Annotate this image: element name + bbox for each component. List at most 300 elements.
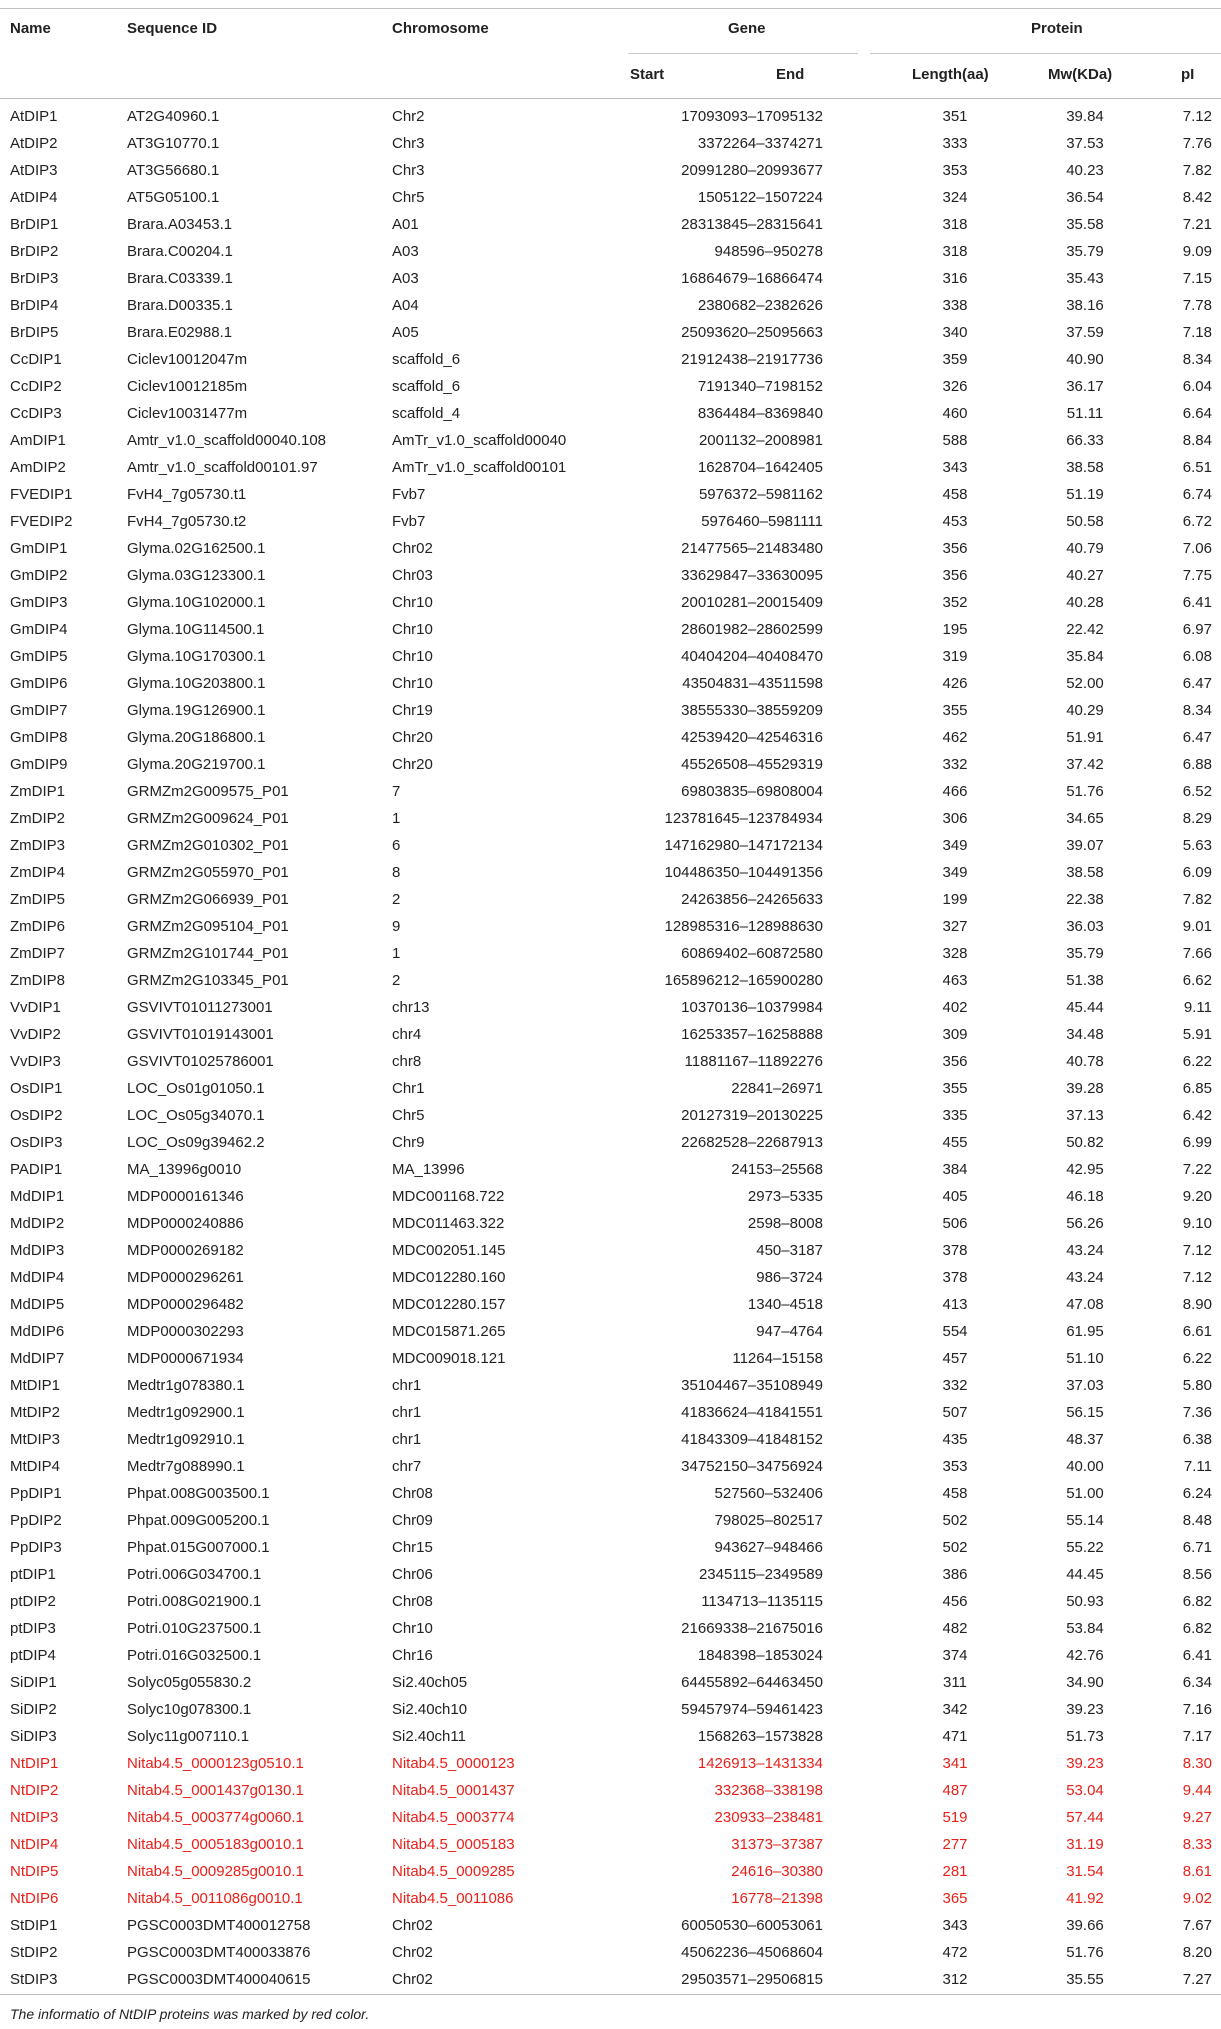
header-protein: Protein <box>1031 20 1083 37</box>
cell-length: 482 <box>942 1620 968 1637</box>
cell-sequence-id: Medtr1g078380.1 <box>127 1377 245 1394</box>
cell-gene-range: 60869402–60872580 <box>681 945 823 962</box>
table-row <box>0 1345 1221 1372</box>
table-row <box>0 319 1221 346</box>
cell-mw: 52.00 <box>1066 675 1104 692</box>
cell-chromosome: chr8 <box>392 1053 422 1070</box>
cell-mw: 61.95 <box>1066 1323 1104 1340</box>
cell-mw: 66.33 <box>1066 432 1104 449</box>
cell-mw: 36.03 <box>1066 918 1104 935</box>
table-row <box>0 643 1221 670</box>
cell-sequence-id: Medtr7g088990.1 <box>127 1458 245 1475</box>
cell-mw: 51.91 <box>1066 729 1104 746</box>
cell-gene-range: 24263856–24265633 <box>681 891 823 908</box>
cell-chromosome: Chr08 <box>392 1593 433 1610</box>
cell-gene-range: 20127319–20130225 <box>681 1107 823 1124</box>
table-row <box>0 1507 1221 1534</box>
cell-chromosome: MDC011463.322 <box>392 1215 505 1232</box>
cell-pi: 7.15 <box>1182 270 1212 287</box>
cell-pi: 9.11 <box>1183 999 1212 1016</box>
table-row <box>0 832 1221 859</box>
cell-mw: 40.78 <box>1066 1053 1104 1070</box>
cell-gene-range: 1426913–1431334 <box>697 1755 823 1772</box>
cell-pi: 8.48 <box>1182 1512 1212 1529</box>
cell-name: StDIP2 <box>10 1944 58 1961</box>
table-row <box>0 562 1221 589</box>
cell-gene-range: 147162980–147172134 <box>664 837 823 854</box>
table-row <box>0 1291 1221 1318</box>
cell-chromosome: Chr5 <box>392 189 425 206</box>
cell-name: StDIP1 <box>10 1917 58 1934</box>
cell-length: 338 <box>942 297 968 314</box>
cell-name: VvDIP3 <box>10 1053 61 1070</box>
cell-length: 281 <box>942 1863 968 1880</box>
cell-chromosome: AmTr_v1.0_scaffold00040 <box>392 432 567 449</box>
cell-pi: 5.63 <box>1182 837 1212 854</box>
cell-chromosome: A03 <box>392 270 419 287</box>
cell-name: StDIP3 <box>10 1971 58 1988</box>
cell-chromosome: Chr10 <box>392 594 433 611</box>
table-row <box>0 1912 1221 1939</box>
table-row <box>0 670 1221 697</box>
cell-sequence-id: Potri.006G034700.1 <box>127 1566 262 1583</box>
cell-chromosome: MDC001168.722 <box>392 1188 505 1205</box>
cell-length: 306 <box>942 810 968 827</box>
cell-name: ZmDIP5 <box>10 891 66 908</box>
cell-gene-range: 16253357–16258888 <box>681 1026 823 1043</box>
table-row <box>0 1696 1221 1723</box>
cell-length: 386 <box>942 1566 968 1583</box>
cell-sequence-id: GSVIVT01019143001 <box>127 1026 274 1043</box>
table-row <box>0 1426 1221 1453</box>
cell-chromosome: A05 <box>392 324 419 341</box>
cell-sequence-id: Brara.E02988.1 <box>127 324 233 341</box>
table-row <box>0 292 1221 319</box>
cell-pi: 8.33 <box>1182 1836 1212 1853</box>
table-row <box>0 265 1221 292</box>
cell-length: 319 <box>942 648 968 665</box>
cell-chromosome: Chr02 <box>392 540 433 557</box>
header-pi: pI <box>1181 66 1195 83</box>
cell-pi: 7.18 <box>1182 324 1212 341</box>
cell-gene-range: 41836624–41841551 <box>681 1404 823 1421</box>
cell-chromosome: MDC012280.157 <box>392 1296 506 1313</box>
cell-length: 349 <box>942 837 968 854</box>
cell-name: PpDIP1 <box>10 1485 62 1502</box>
table-row <box>0 1372 1221 1399</box>
cell-chromosome: Nitab4.5_0000123 <box>392 1755 515 1772</box>
cell-chromosome: Nitab4.5_0003774 <box>392 1809 515 1826</box>
cell-name: AmDIP2 <box>10 459 66 476</box>
cell-pi: 6.64 <box>1182 405 1212 422</box>
cell-pi: 7.22 <box>1182 1161 1212 1178</box>
cell-gene-range: 1848398–1853024 <box>697 1647 823 1664</box>
cell-mw: 51.10 <box>1066 1350 1104 1367</box>
cell-mw: 35.55 <box>1066 1971 1104 1988</box>
cell-chromosome: Nitab4.5_0005183 <box>392 1836 515 1853</box>
cell-pi: 5.91 <box>1182 1026 1212 1043</box>
table-row <box>0 1048 1221 1075</box>
cell-gene-range: 1568263–1573828 <box>697 1728 823 1745</box>
cell-length: 506 <box>942 1215 968 1232</box>
cell-length: 327 <box>942 918 968 935</box>
cell-chromosome: Chr02 <box>392 1944 433 1961</box>
cell-length: 312 <box>942 1971 968 1988</box>
cell-mw: 42.76 <box>1066 1647 1104 1664</box>
cell-chromosome: Chr20 <box>392 729 433 746</box>
table-row <box>0 697 1221 724</box>
cell-length: 453 <box>942 513 968 530</box>
cell-length: 353 <box>942 162 968 179</box>
cell-pi: 7.12 <box>1182 1269 1212 1286</box>
cell-gene-range: 2598–8008 <box>747 1215 823 1232</box>
cell-mw: 37.42 <box>1066 756 1104 773</box>
header-bottom-rule <box>0 98 1221 99</box>
cell-pi: 9.27 <box>1182 1809 1212 1826</box>
cell-name: BrDIP5 <box>10 324 59 341</box>
cell-gene-range: 11264–15158 <box>732 1350 823 1367</box>
cell-sequence-id: Nitab4.5_0001437g0130.1 <box>127 1782 304 1799</box>
cell-pi: 9.20 <box>1182 1188 1212 1205</box>
cell-pi: 7.27 <box>1182 1971 1212 1988</box>
table-row <box>0 940 1221 967</box>
header-chromosome: Chromosome <box>392 20 489 37</box>
cell-mw: 42.95 <box>1066 1161 1104 1178</box>
cell-name: MdDIP1 <box>10 1188 65 1205</box>
cell-length: 487 <box>942 1782 968 1799</box>
cell-gene-range: 43504831–43511598 <box>682 675 823 692</box>
cell-mw: 51.73 <box>1066 1728 1104 1745</box>
cell-gene-range: 33629847–33630095 <box>681 567 823 584</box>
cell-mw: 51.38 <box>1066 972 1104 989</box>
cell-sequence-id: MA_13996g0010 <box>127 1161 242 1178</box>
cell-mw: 51.11 <box>1066 405 1104 422</box>
cell-sequence-id: Ciclev10031477m <box>127 405 248 422</box>
cell-length: 355 <box>942 1080 968 1097</box>
cell-pi: 6.38 <box>1182 1431 1212 1448</box>
cell-length: 384 <box>942 1161 968 1178</box>
cell-name: AtDIP3 <box>10 162 58 179</box>
cell-mw: 48.37 <box>1066 1431 1104 1448</box>
table-row <box>0 184 1221 211</box>
cell-gene-range: 17093093–17095132 <box>681 108 823 125</box>
table-row <box>0 103 1221 130</box>
cell-pi: 8.90 <box>1182 1296 1212 1313</box>
table-row <box>0 1156 1221 1183</box>
cell-length: 343 <box>942 459 968 476</box>
cell-sequence-id: MDP0000296261 <box>127 1269 244 1286</box>
cell-mw: 38.58 <box>1066 459 1104 476</box>
cell-name: GmDIP4 <box>10 621 68 638</box>
cell-name: BrDIP1 <box>10 216 59 233</box>
cell-mw: 57.44 <box>1066 1809 1104 1826</box>
cell-mw: 46.18 <box>1066 1188 1104 1205</box>
cell-gene-range: 128985316–128988630 <box>664 918 823 935</box>
cell-name: AtDIP2 <box>10 135 58 152</box>
cell-chromosome: Nitab4.5_0009285 <box>392 1863 515 1880</box>
cell-gene-range: 21669338–21675016 <box>681 1620 823 1637</box>
cell-chromosome: Si2.40ch05 <box>392 1674 468 1691</box>
cell-gene-range: 943627–948466 <box>714 1539 823 1556</box>
cell-pi: 8.30 <box>1182 1755 1212 1772</box>
table-row <box>0 1858 1221 1885</box>
cell-length: 502 <box>942 1512 968 1529</box>
cell-name: MtDIP1 <box>10 1377 61 1394</box>
table-row <box>0 1723 1221 1750</box>
cell-name: GmDIP1 <box>10 540 68 557</box>
table-row <box>0 157 1221 184</box>
cell-sequence-id: AT3G56680.1 <box>127 162 220 179</box>
cell-sequence-id: GRMZm2G010302_P01 <box>127 837 289 854</box>
cell-sequence-id: Brara.A03453.1 <box>127 216 233 233</box>
cell-gene-range: 22841–26971 <box>731 1080 823 1097</box>
cell-mw: 37.13 <box>1066 1107 1104 1124</box>
cell-length: 472 <box>942 1944 968 1961</box>
cell-chromosome: MA_13996 <box>392 1161 465 1178</box>
cell-sequence-id: AT2G40960.1 <box>127 108 220 125</box>
cell-gene-range: 34752150–34756924 <box>681 1458 823 1475</box>
cell-sequence-id: FvH4_7g05730.t1 <box>127 486 247 503</box>
cell-pi: 6.51 <box>1182 459 1212 476</box>
cell-length: 332 <box>942 756 968 773</box>
cell-pi: 6.85 <box>1182 1080 1212 1097</box>
cell-mw: 39.23 <box>1066 1755 1104 1772</box>
cell-name: MdDIP6 <box>10 1323 65 1340</box>
cell-name: VvDIP1 <box>10 999 61 1016</box>
cell-mw: 35.58 <box>1066 216 1104 233</box>
cell-sequence-id: PGSC0003DMT400012758 <box>127 1917 311 1934</box>
cell-name: MtDIP2 <box>10 1404 61 1421</box>
cell-chromosome: A03 <box>392 243 419 260</box>
cell-pi: 7.12 <box>1182 108 1212 125</box>
table-row <box>0 1453 1221 1480</box>
cell-gene-range: 165896212–165900280 <box>664 972 823 989</box>
cell-pi: 7.78 <box>1182 297 1212 314</box>
cell-mw: 43.24 <box>1066 1242 1104 1259</box>
cell-chromosome: Chr09 <box>392 1512 433 1529</box>
table-row <box>0 616 1221 643</box>
cell-gene-range: 45526508–45529319 <box>681 756 823 773</box>
cell-sequence-id: Glyma.10G170300.1 <box>127 648 266 665</box>
cell-chromosome: Chr20 <box>392 756 433 773</box>
cell-mw: 40.28 <box>1066 594 1104 611</box>
cell-length: 324 <box>942 189 968 206</box>
cell-length: 326 <box>942 378 968 395</box>
cell-gene-range: 986–3724 <box>756 1269 823 1286</box>
cell-length: 311 <box>943 1674 967 1691</box>
table-row <box>0 130 1221 157</box>
cell-chromosome: Chr1 <box>392 1080 425 1097</box>
table-row <box>0 1588 1221 1615</box>
cell-gene-range: 35104467–35108949 <box>681 1377 823 1394</box>
cell-gene-range: 123781645–123784934 <box>664 810 823 827</box>
cell-gene-range: 2001132–2008981 <box>698 432 823 449</box>
table-row <box>0 1669 1221 1696</box>
cell-length: 355 <box>942 702 968 719</box>
cell-name: AmDIP1 <box>10 432 66 449</box>
cell-chromosome: Fvb7 <box>392 486 426 503</box>
cell-gene-range: 16864679–16866474 <box>681 270 823 287</box>
cell-sequence-id: Medtr1g092910.1 <box>127 1431 245 1448</box>
cell-gene-range: 40404204–40408470 <box>681 648 823 665</box>
cell-pi: 6.24 <box>1182 1485 1212 1502</box>
cell-sequence-id: MDP0000240886 <box>127 1215 244 1232</box>
cell-name: GmDIP2 <box>10 567 68 584</box>
cell-length: 353 <box>942 1458 968 1475</box>
cell-pi: 6.47 <box>1182 675 1212 692</box>
cell-name: ZmDIP4 <box>10 864 66 881</box>
cell-chromosome: chr7 <box>392 1458 422 1475</box>
cell-gene-range: 41843309–41848152 <box>681 1431 823 1448</box>
cell-length: 349 <box>942 864 968 881</box>
table-row <box>0 805 1221 832</box>
cell-name: ptDIP1 <box>10 1566 56 1583</box>
cell-name: GmDIP5 <box>10 648 68 665</box>
table-row <box>0 1237 1221 1264</box>
cell-mw: 40.29 <box>1066 702 1104 719</box>
cell-name: PpDIP2 <box>10 1512 62 1529</box>
cell-pi: 6.52 <box>1182 783 1212 800</box>
cell-chromosome: Chr03 <box>392 567 433 584</box>
cell-mw: 40.00 <box>1066 1458 1104 1475</box>
cell-pi: 9.10 <box>1182 1215 1212 1232</box>
cell-sequence-id: Ciclev10012047m <box>127 351 248 368</box>
cell-length: 359 <box>942 351 968 368</box>
table-row <box>0 1804 1221 1831</box>
cell-gene-range: 64455892–64463450 <box>681 1674 823 1691</box>
cell-gene-range: 2345115–2349589 <box>698 1566 823 1583</box>
cell-length: 195 <box>942 621 968 638</box>
cell-length: 502 <box>942 1539 968 1556</box>
cell-chromosome: chr13 <box>392 999 430 1016</box>
cell-chromosome: 2 <box>392 972 401 989</box>
cell-length: 458 <box>942 1485 968 1502</box>
cell-gene-range: 8364484–8369840 <box>697 405 823 422</box>
cell-mw: 38.16 <box>1066 297 1104 314</box>
cell-gene-range: 31373–37387 <box>731 1836 823 1853</box>
cell-chromosome: scaffold_4 <box>392 405 461 422</box>
cell-sequence-id: Glyma.20G186800.1 <box>127 729 266 746</box>
cell-name: ZmDIP1 <box>10 783 66 800</box>
cell-sequence-id: Solyc05g055830.2 <box>127 1674 252 1691</box>
cell-length: 341 <box>942 1755 968 1772</box>
cell-gene-range: 28313845–28315641 <box>681 216 823 233</box>
cell-length: 460 <box>942 405 968 422</box>
cell-mw: 34.65 <box>1066 810 1104 827</box>
cell-length: 332 <box>942 1377 968 1394</box>
cell-chromosome: 2 <box>392 891 401 908</box>
cell-sequence-id: Glyma.10G102000.1 <box>127 594 266 611</box>
cell-length: 356 <box>942 567 968 584</box>
cell-pi: 6.74 <box>1182 486 1212 503</box>
cell-mw: 55.14 <box>1066 1512 1104 1529</box>
cell-chromosome: Chr02 <box>392 1917 433 1934</box>
cell-name: MdDIP3 <box>10 1242 65 1259</box>
cell-mw: 55.22 <box>1066 1539 1104 1556</box>
cell-gene-range: 28601982–28602599 <box>681 621 823 638</box>
cell-sequence-id: Potri.008G021900.1 <box>127 1593 262 1610</box>
cell-pi: 7.66 <box>1182 945 1212 962</box>
cell-mw: 37.53 <box>1066 135 1104 152</box>
cell-chromosome: 1 <box>392 945 401 962</box>
table-footnote: The informatio of NtDIP proteins was marked by red color. <box>10 2006 370 2022</box>
cell-gene-range: 7191340–7198152 <box>697 378 823 395</box>
cell-mw: 35.79 <box>1066 243 1104 260</box>
cell-length: 413 <box>942 1296 968 1313</box>
cell-length: 405 <box>942 1188 968 1205</box>
table-row <box>0 346 1221 373</box>
cell-gene-range: 20010281–20015409 <box>681 594 823 611</box>
cell-length: 435 <box>942 1431 968 1448</box>
cell-gene-range: 24616–30380 <box>731 1863 823 1880</box>
cell-sequence-id: GRMZm2G009575_P01 <box>127 783 289 800</box>
cell-name: NtDIP6 <box>10 1890 59 1907</box>
cell-chromosome: Fvb7 <box>392 513 426 530</box>
cell-name: OsDIP3 <box>10 1134 63 1151</box>
cell-mw: 39.66 <box>1066 1917 1104 1934</box>
cell-chromosome: Chr3 <box>392 135 425 152</box>
cell-mw: 44.45 <box>1066 1566 1104 1583</box>
cell-name: GmDIP9 <box>10 756 68 773</box>
cell-pi: 6.82 <box>1182 1620 1212 1637</box>
cell-chromosome: chr1 <box>392 1377 422 1394</box>
cell-length: 455 <box>942 1134 968 1151</box>
cell-mw: 56.26 <box>1066 1215 1104 1232</box>
table-row <box>0 1534 1221 1561</box>
cell-sequence-id: Brara.C03339.1 <box>127 270 233 287</box>
cell-chromosome: Chr5 <box>392 1107 425 1124</box>
cell-length: 588 <box>942 432 968 449</box>
cell-mw: 39.28 <box>1066 1080 1104 1097</box>
cell-gene-range: 2973–5335 <box>747 1188 823 1205</box>
table-row <box>0 913 1221 940</box>
cell-pi: 7.11 <box>1183 1458 1212 1475</box>
cell-mw: 50.58 <box>1066 513 1104 530</box>
cell-length: 318 <box>942 216 968 233</box>
header-length: Length(aa) <box>912 66 989 83</box>
cell-length: 466 <box>942 783 968 800</box>
cell-length: 309 <box>942 1026 968 1043</box>
cell-sequence-id: Nitab4.5_0003774g0060.1 <box>127 1809 304 1826</box>
cell-length: 378 <box>942 1269 968 1286</box>
cell-gene-range: 104486350–104491356 <box>664 864 823 881</box>
cell-chromosome: Chr10 <box>392 648 433 665</box>
cell-gene-range: 5976372–5981162 <box>698 486 823 503</box>
table-row <box>0 1939 1221 1966</box>
cell-gene-range: 24153–25568 <box>731 1161 823 1178</box>
cell-pi: 6.62 <box>1182 972 1212 989</box>
header-start: Start <box>630 66 665 83</box>
cell-pi: 8.61 <box>1182 1863 1212 1880</box>
cell-chromosome: chr1 <box>392 1404 422 1421</box>
cell-name: GmDIP7 <box>10 702 68 719</box>
cell-gene-range: 1340–4518 <box>747 1296 823 1313</box>
cell-pi: 6.82 <box>1182 1593 1212 1610</box>
cell-sequence-id: Solyc10g078300.1 <box>127 1701 252 1718</box>
cell-name: ZmDIP3 <box>10 837 66 854</box>
table-row <box>0 1318 1221 1345</box>
cell-sequence-id: Glyma.03G123300.1 <box>127 567 266 584</box>
table-row <box>0 1021 1221 1048</box>
table-row <box>0 400 1221 427</box>
table-row <box>0 1129 1221 1156</box>
cell-sequence-id: MDP0000302293 <box>127 1323 244 1340</box>
cell-name: BrDIP4 <box>10 297 59 314</box>
cell-sequence-id: GRMZm2G009624_P01 <box>127 810 289 827</box>
cell-mw: 41.92 <box>1066 1890 1104 1907</box>
cell-pi: 8.42 <box>1182 189 1212 206</box>
table-row <box>0 994 1221 1021</box>
